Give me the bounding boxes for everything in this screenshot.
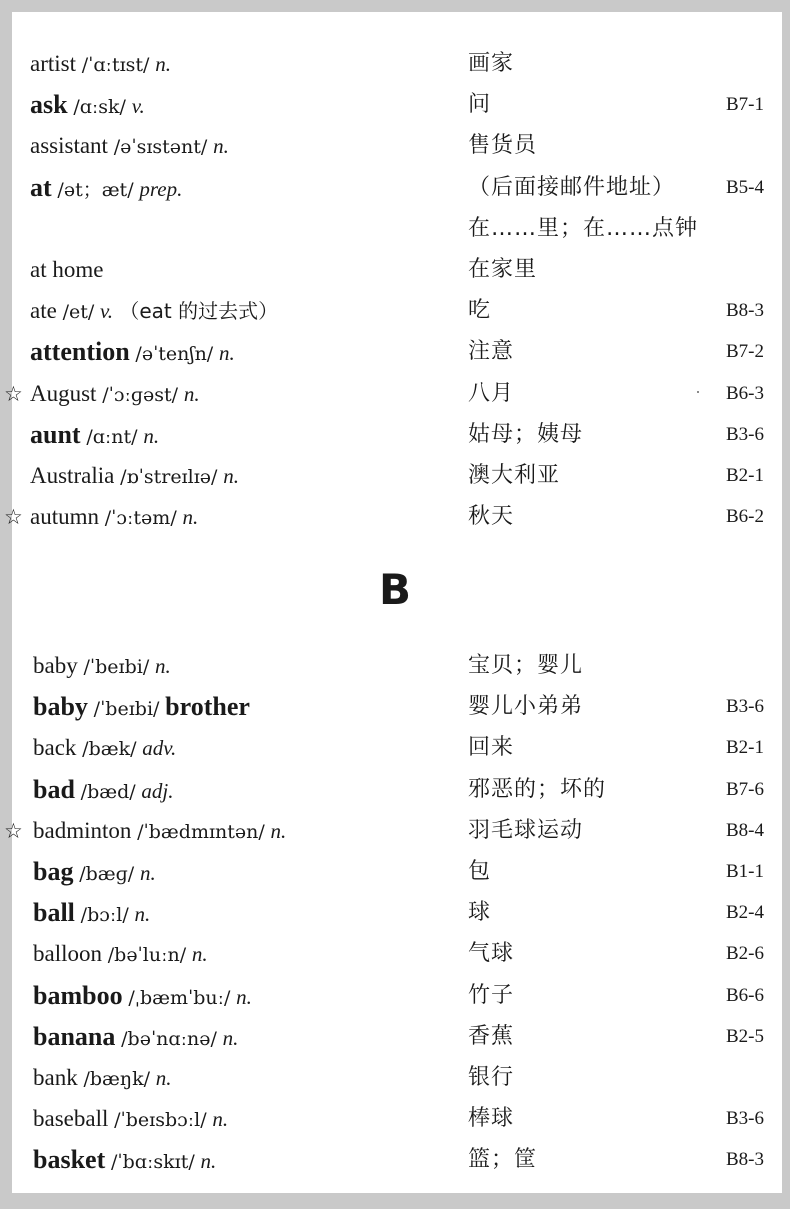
entry-row xyxy=(0,126,790,166)
section-heading-b: B xyxy=(378,565,411,614)
unit-code: B8-4 xyxy=(726,819,764,841)
headword: bank xyxy=(33,1065,78,1090)
headword: baby xyxy=(33,653,78,678)
headword: bag xyxy=(33,857,74,886)
part-of-speech: n. xyxy=(236,984,252,1009)
phonetic: /bæd/ xyxy=(80,780,136,803)
part-of-speech: n. xyxy=(134,902,151,927)
phonetic: /ət；æt/ xyxy=(57,178,134,201)
unit-code: B7-1 xyxy=(726,94,764,116)
chinese-meaning: 棒球 xyxy=(468,1106,515,1132)
part-of-speech: n. xyxy=(212,1107,229,1132)
unit-code: B2-6 xyxy=(726,943,764,965)
phonetic: /bɔːl/ xyxy=(80,904,129,927)
chinese-meaning: 姑母；姨母 xyxy=(468,421,584,447)
part-of-speech: n. xyxy=(191,942,208,967)
entry-row xyxy=(0,934,790,974)
unit-code: B2-1 xyxy=(726,737,764,759)
entry-english xyxy=(33,934,208,975)
phonetic: /əˈtenʃn/ xyxy=(135,343,214,366)
entry-english xyxy=(33,893,150,935)
entry-row xyxy=(0,415,790,455)
part-of-speech: v. xyxy=(100,299,114,324)
entry-row xyxy=(0,85,790,125)
unit-code: B7-6 xyxy=(726,778,764,800)
entry-english xyxy=(33,687,250,729)
entry-row xyxy=(0,497,790,537)
phonetic: /ˈbeɪbi/ xyxy=(93,698,160,721)
part-of-speech: n. xyxy=(139,861,156,885)
entry-row xyxy=(0,456,790,496)
entry-english xyxy=(33,976,252,1018)
headword: aunt xyxy=(30,419,81,449)
unit-code: B6-3 xyxy=(726,382,764,404)
phonetic: /bæɡ/ xyxy=(79,863,135,885)
headword: back xyxy=(33,735,77,761)
entry-english xyxy=(30,332,235,374)
chinese-meaning: 竹子 xyxy=(468,982,515,1008)
part-of-speech: prep. xyxy=(139,176,183,201)
star-icon: ☆ xyxy=(4,505,23,530)
entry-english xyxy=(30,126,229,167)
chinese-meaning: 银行 xyxy=(468,1065,515,1090)
phonetic: /et/ xyxy=(62,301,95,324)
headword: baseball xyxy=(33,1106,109,1132)
entry-english xyxy=(33,811,286,852)
entry-row xyxy=(0,332,790,372)
entry-english xyxy=(33,728,176,769)
entry-note: （eat 的过去式） xyxy=(113,299,279,324)
part-of-speech: n. xyxy=(154,654,171,678)
stray-mark xyxy=(697,391,699,393)
unit-code: B3-6 xyxy=(726,423,764,445)
chinese-meaning: 回来 xyxy=(468,735,515,761)
chinese-meaning: 邪恶的；坏的 xyxy=(468,776,607,802)
unit-code: B6-2 xyxy=(726,506,764,528)
headword: bad xyxy=(33,774,75,804)
part-of-speech: n. xyxy=(183,381,200,406)
entry-row xyxy=(0,811,790,851)
part-of-speech: n. xyxy=(270,818,287,843)
entry-english xyxy=(33,1017,238,1059)
unit-code: B1-1 xyxy=(726,861,764,882)
headword: attention xyxy=(30,337,130,367)
chinese-meaning: 八月 xyxy=(468,380,515,406)
chinese-meaning: 售货员 xyxy=(468,133,538,159)
entry-english xyxy=(33,852,156,894)
entry-row xyxy=(0,770,790,810)
chinese-meaning: （后面接邮件地址） xyxy=(468,174,676,200)
headword-second: brother xyxy=(165,692,250,722)
unit-code: B8-3 xyxy=(726,300,764,322)
entry-english xyxy=(30,456,239,497)
part-of-speech: adj. xyxy=(141,778,174,803)
chinese-meaning: 澳大利亚 xyxy=(468,463,561,488)
entry-english xyxy=(33,1099,228,1140)
headword: basket xyxy=(33,1145,106,1175)
part-of-speech: n. xyxy=(218,341,235,366)
phonetic: /ɑːsk/ xyxy=(73,96,126,119)
phonetic: /ˌbæmˈbuː/ xyxy=(128,986,231,1009)
headword: artist xyxy=(30,51,76,76)
chinese-meaning: 包 xyxy=(468,859,492,884)
star-icon: ☆ xyxy=(4,818,23,843)
entry-row xyxy=(0,1099,790,1139)
entry-english xyxy=(33,1058,172,1099)
headword: badminton xyxy=(33,817,132,843)
phonetic: /ˈbeɪbi/ xyxy=(83,656,150,678)
headword: ask xyxy=(30,90,68,120)
phonetic: /ˈbɑːskɪt/ xyxy=(111,1151,195,1174)
phonetic: /ɑːnt/ xyxy=(86,425,138,448)
entry-row xyxy=(0,1058,790,1098)
part-of-speech: n. xyxy=(213,134,229,159)
headword: balloon xyxy=(33,941,102,967)
phonetic: /ˈɑːtɪst/ xyxy=(81,54,150,76)
part-of-speech: n. xyxy=(200,1149,217,1174)
headword: ate xyxy=(30,298,57,324)
entry-english xyxy=(33,646,171,687)
entry-english xyxy=(30,250,103,290)
headword: autumn xyxy=(30,504,99,530)
headword: at home xyxy=(30,257,104,282)
entry-row xyxy=(0,646,790,686)
entry-row xyxy=(0,250,790,290)
entry-row xyxy=(0,976,790,1016)
entry-english xyxy=(30,415,159,457)
unit-code: B7-2 xyxy=(726,341,764,363)
phonetic: /ɒˈstreɪlɪə/ xyxy=(120,466,218,488)
entry-row xyxy=(0,687,790,727)
headword: assistant xyxy=(30,133,108,159)
chinese-meaning: 宝贝；婴儿 xyxy=(468,653,584,678)
headword: Australia xyxy=(30,463,115,488)
part-of-speech: n. xyxy=(155,1066,172,1090)
phonetic: /ˈbeɪsbɔːl/ xyxy=(114,1109,207,1132)
entry-english xyxy=(30,374,200,415)
headword: bamboo xyxy=(33,980,123,1010)
phonetic: /ˈbædmɪntən/ xyxy=(137,820,265,843)
part-of-speech: n. xyxy=(222,1025,239,1050)
chinese-meaning: 秋天 xyxy=(468,504,515,530)
phonetic: /ˈɔːtəm/ xyxy=(104,507,177,530)
chinese-meaning: 羽毛球运动 xyxy=(468,817,584,843)
unit-code: B2-5 xyxy=(726,1025,764,1047)
chinese-meaning: 球 xyxy=(468,900,492,926)
phonetic: /bəˈnɑːnə/ xyxy=(121,1027,217,1050)
entry-english xyxy=(33,770,174,812)
phonetic: /əˈsɪstənt/ xyxy=(113,136,208,159)
unit-code: B5-4 xyxy=(726,176,764,198)
entry-english xyxy=(33,1140,216,1182)
chinese-meaning: 婴儿小弟弟 xyxy=(468,694,584,720)
unit-code: B3-6 xyxy=(726,1108,764,1130)
headword: August xyxy=(30,380,97,406)
entry-row xyxy=(0,291,790,331)
headword: baby xyxy=(33,692,88,722)
entry-row xyxy=(0,728,790,768)
part-of-speech: adv. xyxy=(142,736,177,761)
entry-english xyxy=(30,44,171,85)
headword: ball xyxy=(33,898,75,928)
entry-english xyxy=(30,85,145,127)
entry-row xyxy=(0,1140,790,1180)
entry-english xyxy=(30,497,198,538)
part-of-speech: v. xyxy=(131,94,145,119)
entry-row xyxy=(0,852,790,892)
entry-row xyxy=(0,209,790,249)
part-of-speech: n. xyxy=(155,52,171,76)
phonetic: /ˈɔːɡəst/ xyxy=(102,383,179,406)
chinese-meaning: 香蕉 xyxy=(468,1023,515,1049)
entry-row xyxy=(0,893,790,933)
unit-code: B2-1 xyxy=(726,465,764,486)
phonetic: /bəˈluːn/ xyxy=(107,944,187,967)
chinese-meaning: 吃 xyxy=(468,298,492,324)
entry-row xyxy=(0,168,790,208)
part-of-speech: n. xyxy=(182,505,199,530)
chinese-meaning: 在家里 xyxy=(468,257,538,282)
phonetic: /bæŋk/ xyxy=(83,1068,151,1090)
entry-row xyxy=(0,1017,790,1057)
phonetic: /bæk/ xyxy=(82,738,137,761)
chinese-meaning: 注意 xyxy=(468,339,515,365)
entry-row xyxy=(0,44,790,84)
entry-row xyxy=(0,374,790,414)
entry-english xyxy=(30,291,278,332)
unit-code: B6-6 xyxy=(726,984,764,1006)
chinese-meaning: 画家 xyxy=(468,51,515,76)
star-icon: ☆ xyxy=(4,381,23,406)
headword: banana xyxy=(33,1021,116,1051)
entry-english xyxy=(30,168,182,210)
part-of-speech: n. xyxy=(143,423,160,448)
chinese-meaning: 在……里；在……点钟 xyxy=(468,215,699,241)
unit-code: B8-3 xyxy=(726,1149,764,1171)
headword: at xyxy=(30,172,52,202)
unit-code: B3-6 xyxy=(726,696,764,718)
chinese-meaning: 篮；筐 xyxy=(468,1147,538,1173)
unit-code: B2-4 xyxy=(726,902,764,924)
chinese-meaning: 气球 xyxy=(468,941,515,967)
chinese-meaning: 问 xyxy=(468,92,492,118)
part-of-speech: n. xyxy=(223,464,239,488)
